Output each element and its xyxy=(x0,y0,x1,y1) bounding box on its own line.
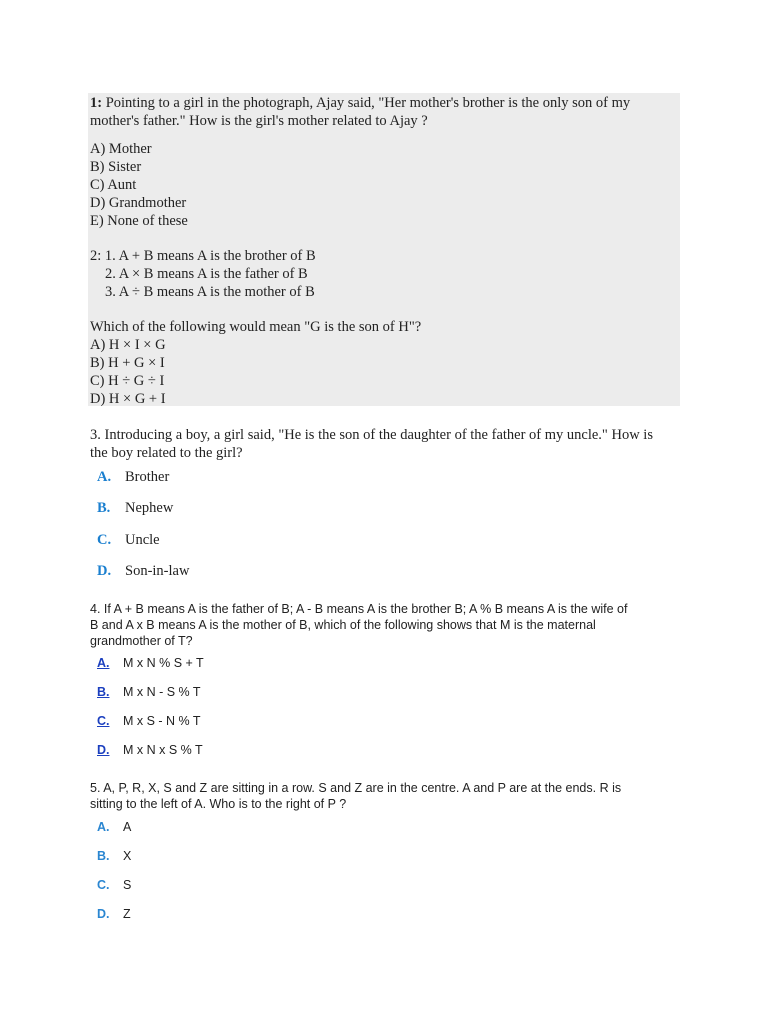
option-text: Son-in-law xyxy=(125,563,190,579)
q2-option: A) H × I × G xyxy=(90,337,166,353)
q2-question: Which of the following would mean "G is the son of H"? xyxy=(90,319,422,335)
option-text: M x N x S % T xyxy=(123,743,203,757)
q4-line1: 4. If A + B means A is the father of B; A - B means A is the brother B; A % B means A is the wife of xyxy=(90,602,628,616)
q2-option: B) H + G × I xyxy=(90,355,165,371)
q4-option-a[interactable] xyxy=(97,655,204,671)
q1-option: A) Mother xyxy=(90,141,152,157)
option-text: Z xyxy=(123,907,131,921)
q4-option-c[interactable] xyxy=(97,713,201,729)
option-text: X xyxy=(123,849,132,863)
option-text: M x N % S + T xyxy=(123,656,204,670)
q5-option-a[interactable] xyxy=(97,819,132,835)
q1-option: E) None of these xyxy=(90,213,188,229)
option-label-link[interactable]: A. xyxy=(97,656,110,670)
option-text: Nephew xyxy=(125,500,174,516)
q2-rule: 2. A × B means A is the father of B xyxy=(105,266,308,282)
q1-text: Pointing to a girl in the photograph, Ajay said, "Her mother's brother is the only son of my xyxy=(105,95,631,111)
option-label: C. xyxy=(97,878,110,892)
option-text: A xyxy=(123,820,132,834)
option-label: A. xyxy=(97,469,112,485)
option-label: D. xyxy=(97,563,112,579)
option-text: M x S - N % T xyxy=(123,714,201,728)
option-label: B. xyxy=(97,500,111,516)
q2-option: D) H × G + I xyxy=(90,391,166,407)
option-text: M x N - S % T xyxy=(123,685,201,699)
q2-option: C) H ÷ G ÷ I xyxy=(90,373,165,389)
q4-line3: grandmother of T? xyxy=(90,634,193,648)
q1-number: 1: xyxy=(90,95,103,111)
option-label-link[interactable]: B. xyxy=(97,685,110,699)
q1-line1 xyxy=(90,94,630,112)
q1-option: D) Grandmother xyxy=(90,195,187,211)
q5-option-d[interactable] xyxy=(97,906,131,922)
option-label: B. xyxy=(97,849,110,863)
q1-option: C) Aunt xyxy=(90,177,137,193)
q1-option: B) Sister xyxy=(90,159,142,175)
option-label: A. xyxy=(97,820,110,834)
option-text: Brother xyxy=(125,469,170,485)
q5-option-c[interactable] xyxy=(97,877,132,893)
q5-option-b[interactable] xyxy=(97,848,132,864)
option-text: S xyxy=(123,878,132,892)
q2-rule: 3. A ÷ B means A is the mother of B xyxy=(105,284,315,300)
q3-line2: the boy related to the girl? xyxy=(90,445,243,461)
option-label: C. xyxy=(97,532,112,548)
q3-option-a[interactable] xyxy=(97,468,170,486)
option-text: Uncle xyxy=(125,532,160,548)
q1-line2: mother's father." How is the girl's mother related to Ajay ? xyxy=(90,113,428,129)
option-label-link[interactable]: C. xyxy=(97,714,110,728)
q3-option-d[interactable] xyxy=(97,562,190,580)
q5-line1: 5. A, P, R, X, S and Z are sitting in a row. S and Z are in the centre. A and P are at the ends. R is xyxy=(90,781,622,795)
q4-option-b[interactable] xyxy=(97,684,201,700)
q3-option-b[interactable] xyxy=(97,499,174,517)
option-label-link[interactable]: D. xyxy=(97,743,110,757)
q4-line2: B and A x B means A is the mother of B, which of the following shows that M is the maternal xyxy=(90,618,596,632)
option-label: D. xyxy=(97,907,110,921)
q2-rule: 2: 1. A + B means A is the brother of B xyxy=(90,248,316,264)
q4-option-d[interactable] xyxy=(97,742,203,758)
q3-line1: 3. Introducing a boy, a girl said, "He is the son of the daughter of the father of my uncle." How is xyxy=(90,427,653,443)
q3-option-c[interactable] xyxy=(97,531,160,549)
q5-line2: sitting to the left of A. Who is to the right of P ? xyxy=(90,797,347,811)
